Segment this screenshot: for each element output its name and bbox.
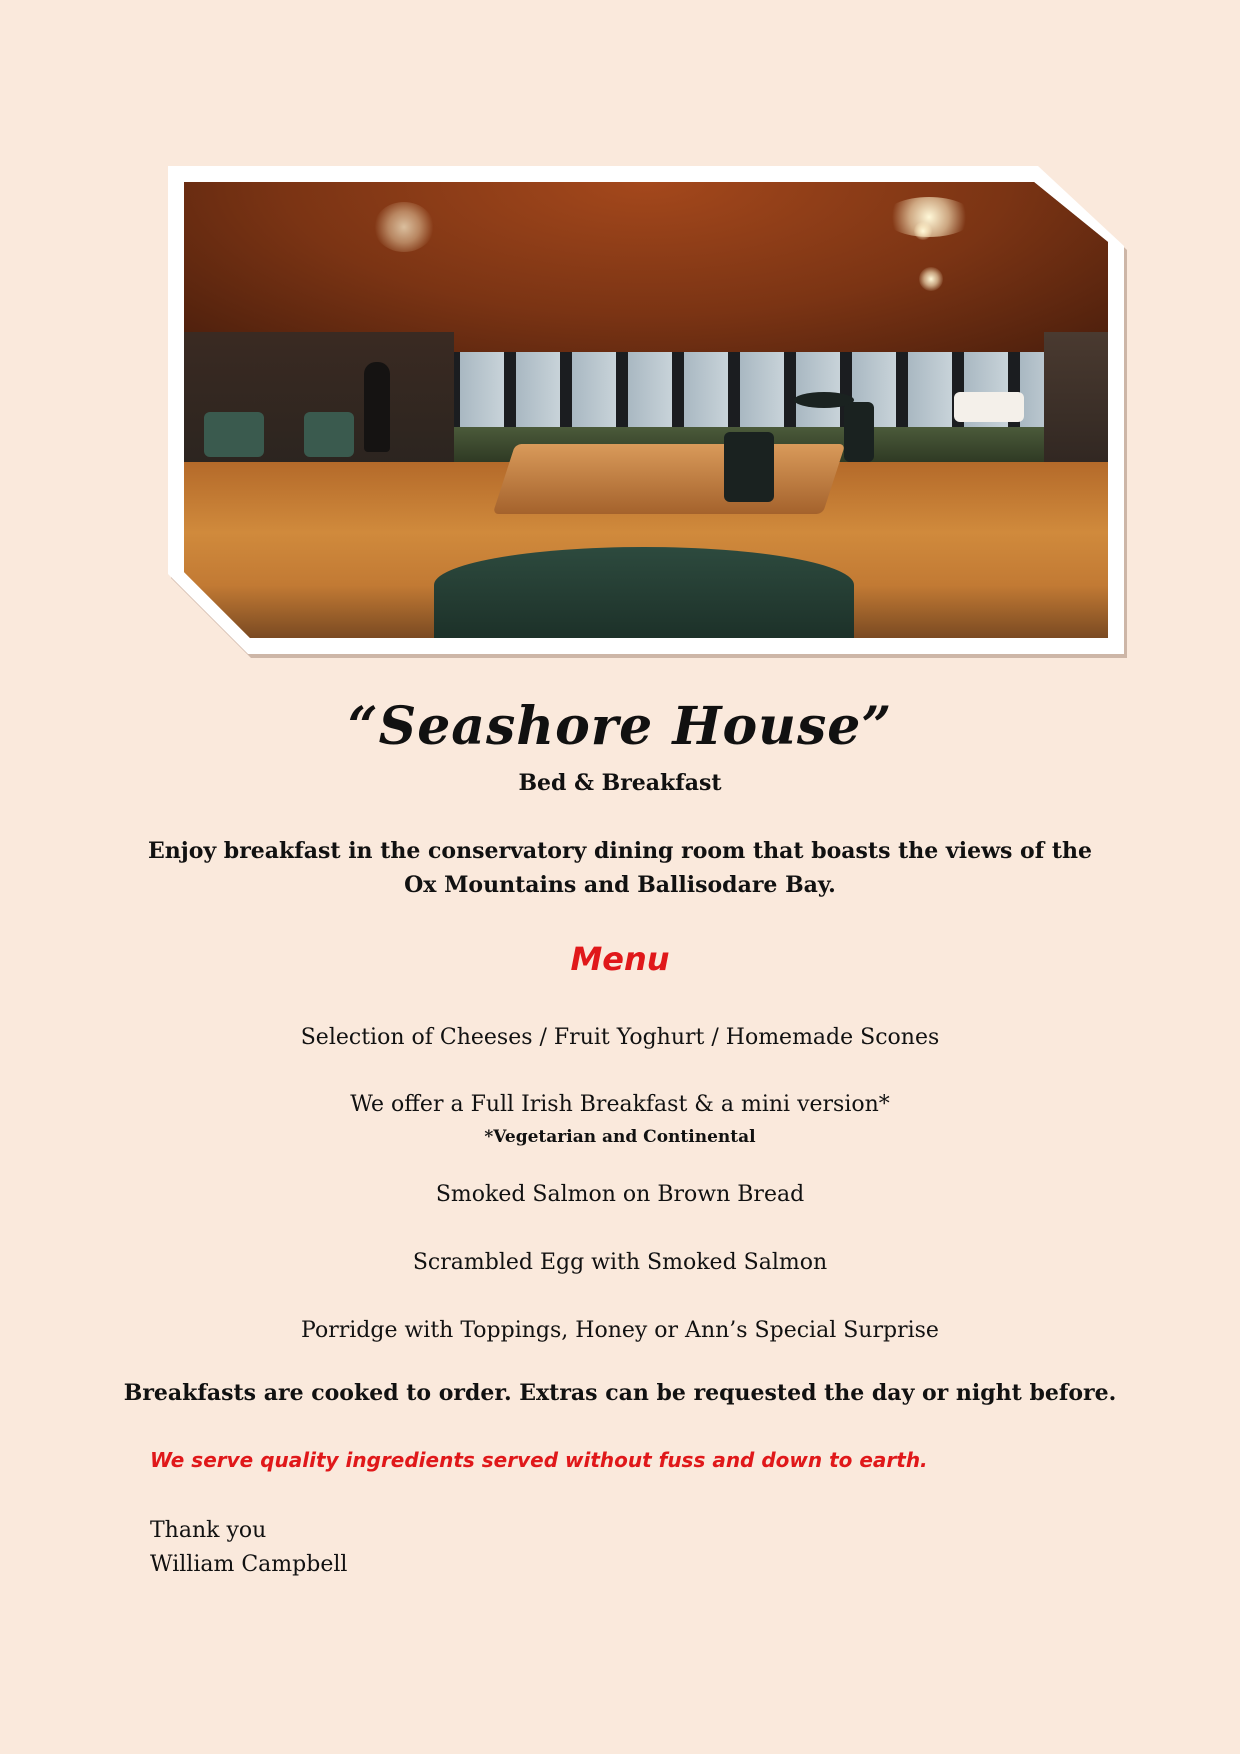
menu-item: We offer a Full Irish Breakfast & a mini version*	[350, 1092, 890, 1117]
page-subtitle: Bed & Breakfast	[518, 770, 722, 796]
menu-item: Smoked Salmon on Brown Bread	[435, 1182, 805, 1207]
photo-round-table	[794, 392, 854, 408]
photo-chair	[844, 402, 874, 462]
order-note: Breakfasts are cooked to order. Extras can be requested the day or night before.	[123, 1380, 1117, 1406]
signoff	[150, 1514, 347, 1582]
photo-left-wall	[184, 332, 454, 482]
menu-item: Porridge with Toppings, Honey or Ann’s Special Surprise	[301, 1318, 939, 1343]
photo-light	[914, 222, 932, 240]
menu-item: Scrambled Egg with Smoked Salmon	[412, 1250, 828, 1275]
page-title: “Seashore House”	[347, 696, 893, 757]
menu-item-footnote: *Vegetarian and Continental	[484, 1127, 756, 1147]
photo-rug	[434, 547, 854, 638]
dining-room-panorama	[184, 182, 1108, 638]
photo-armchair	[304, 412, 354, 457]
photo-table	[493, 444, 846, 514]
photo-armchair	[204, 412, 264, 457]
tagline: We serve quality ingredients served without fuss and down to earth.	[150, 1448, 928, 1472]
dining-room-photo	[168, 166, 1124, 654]
photo-person	[364, 362, 390, 452]
intro-text: Enjoy breakfast in the conservatory dining room that boasts the views of the Ox Mountains and Ballisodare Bay.	[147, 838, 1093, 898]
signoff-thanks: Thank you	[150, 1518, 267, 1543]
menu-heading: Menu	[570, 940, 670, 978]
photo-right-wall	[1044, 332, 1108, 482]
photo-light	[919, 267, 943, 291]
photo-chair	[724, 432, 774, 502]
photo-side-table	[954, 392, 1024, 422]
signoff-name: William Campbell	[150, 1552, 348, 1577]
photo-light	[374, 202, 434, 252]
menu-item: Selection of Cheeses / Fruit Yoghurt / Homemade Scones	[300, 1025, 940, 1050]
